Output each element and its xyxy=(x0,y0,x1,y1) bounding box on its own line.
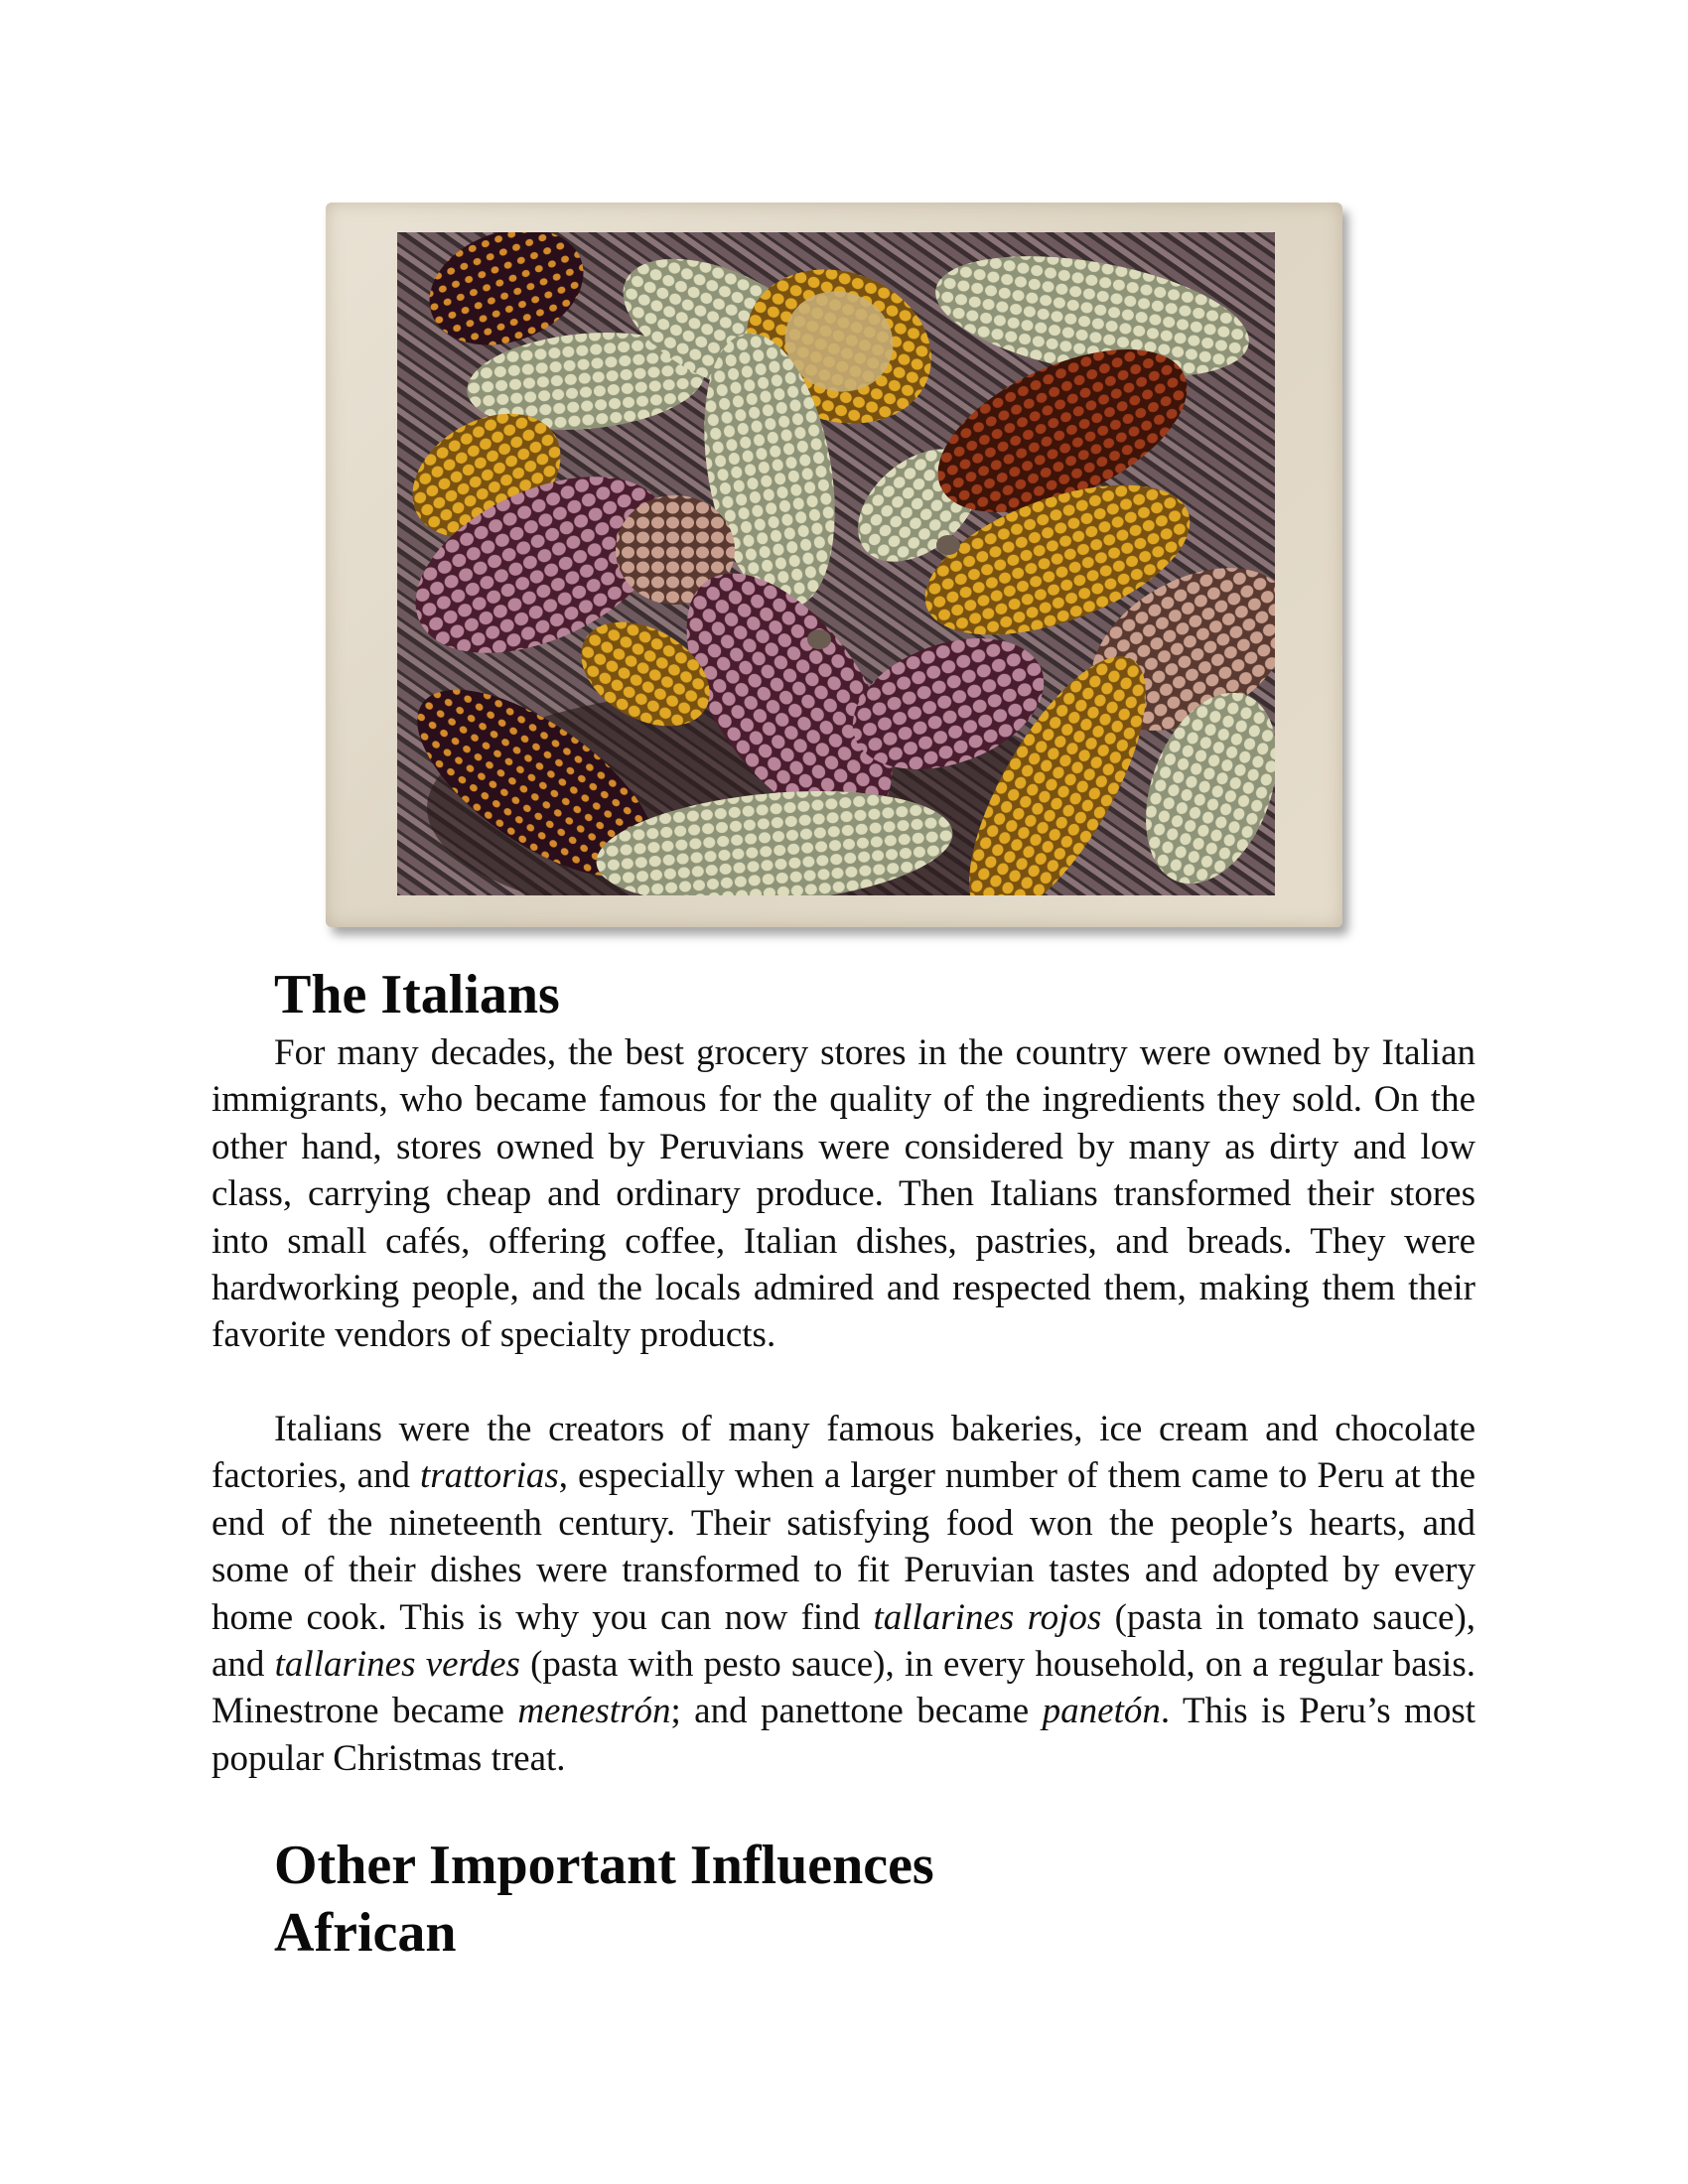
p2-text-e: (pasta in tomato sauce), and xyxy=(211,1596,1477,1686)
p2-term-menestron: menestrón xyxy=(517,1691,671,1732)
p2-text-i: ; and panettone became xyxy=(670,1691,1043,1732)
corn-photo xyxy=(397,232,1275,895)
p2-text-c: , especially when a larger number of them came to Peru at the end of the nineteenth century. Their satisfying food won the people’s hearts, and some of their dishes were transformed to fit Peruvian tastes and adopted by every home cook. This is why you can now find xyxy=(211,1455,1476,1638)
p2-text-k: . This is Peru’s most popular Christmas treat. xyxy=(211,1691,1476,1779)
heading-other-influences: Other Important Influences xyxy=(274,1835,934,1896)
p2-term-trattorias: trattorias xyxy=(419,1455,559,1497)
p2-text-g: (pasta with pesto sauce), in every household, on a regular basis. Minestrone became xyxy=(211,1644,1476,1732)
heading-african: African xyxy=(274,1902,457,1964)
photo-frame xyxy=(326,203,1342,927)
corn-photo-icon xyxy=(397,232,1275,895)
paragraph-italians-1: For many decades, the best grocery stores in the country were owned by Italian immigrants, who became famous for the quality of the ingredients they sold. On the other hand, stores owned by Peruvians were considered by many as dirty and low class, carrying cheap and ordinary produce. Then Italians transformed their stores into small cafés, offering coffee, Italian dishes, pastries, and breads. They were hardworking people, and the locals admired and respected them, making them their favorite vendors of specialty products. xyxy=(211,1032,1476,1356)
heading-the-italians: The Italians xyxy=(274,964,560,1025)
p2-term-tallarines-rojos: tallarines rojos xyxy=(873,1596,1102,1638)
p2-term-tallarines-verdes: tallarines verdes xyxy=(274,1644,520,1686)
p2-text-a: Italians were the creators of many famous bakeries, ice cream and chocolate factories, and xyxy=(211,1409,1476,1497)
p2-term-paneton: panetón xyxy=(1042,1691,1161,1732)
paragraph-italians-2 xyxy=(211,1406,1476,1782)
